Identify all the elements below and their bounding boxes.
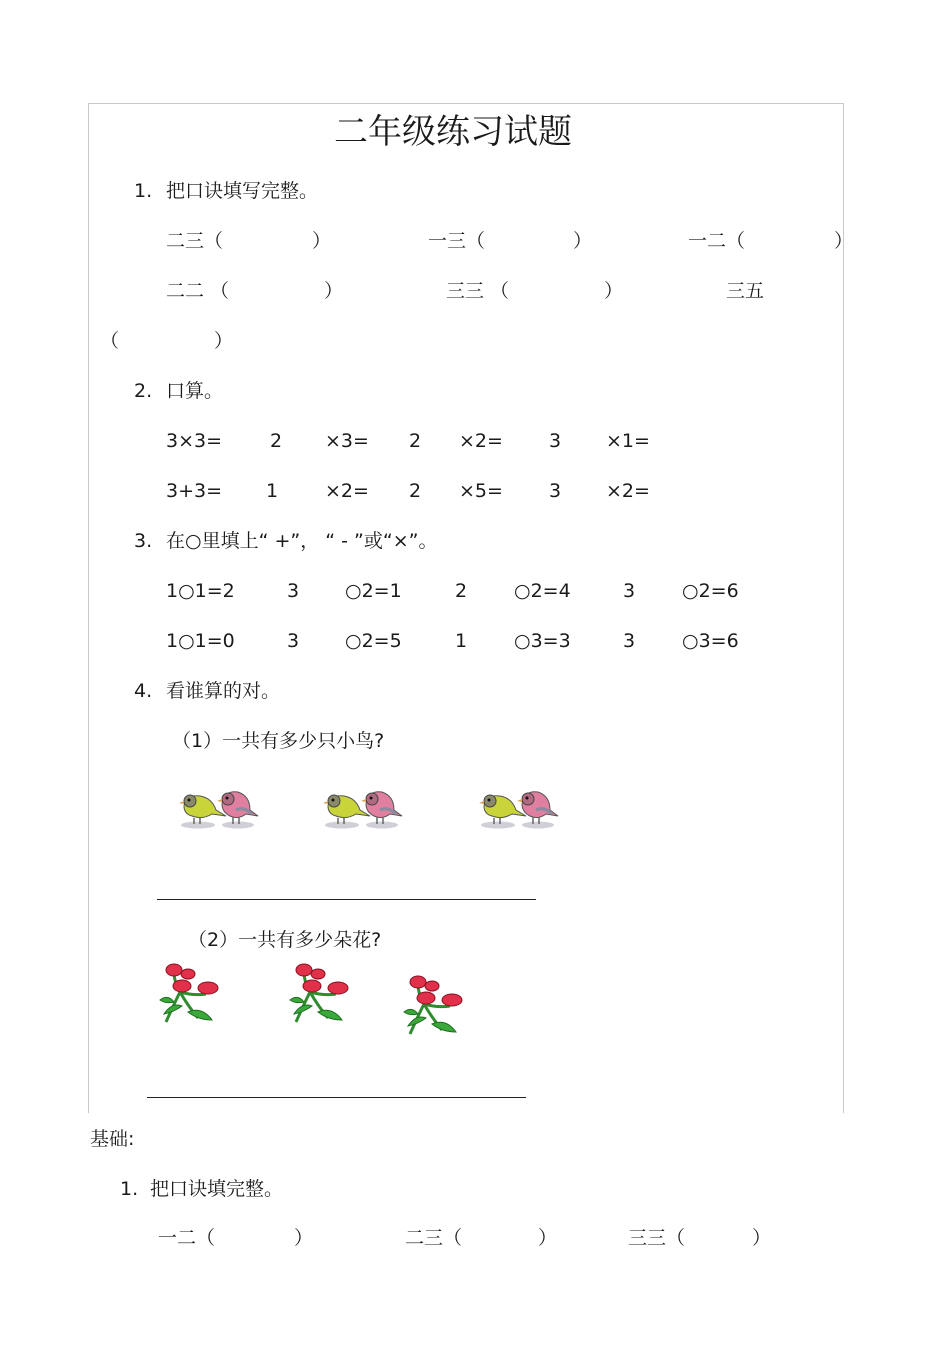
q3-r2-c1: 3 xyxy=(287,630,300,652)
q4-number: 4. xyxy=(134,680,153,702)
q2-r1-c0: 3×3= xyxy=(166,430,223,452)
q3-r1-c2: ○2=1 xyxy=(345,580,402,602)
basic-r1-c: 三三（ xyxy=(628,1227,686,1249)
q1-r2-a: 二二 （ xyxy=(166,280,230,302)
basic-r1-a: 一二（ xyxy=(158,1227,216,1249)
q3-number: 3. xyxy=(134,530,153,552)
bird-pair-icon xyxy=(478,784,560,830)
q1-r1-b: 一三（ xyxy=(428,230,486,252)
q1-r2-a-close: ） xyxy=(324,280,344,302)
q2-r2-c3: 2 xyxy=(409,480,422,502)
basic-r1-b: 二三（ xyxy=(405,1227,463,1249)
q2-r2-c2: ×2= xyxy=(325,480,369,502)
q1-r3-close: ） xyxy=(214,330,234,352)
q3-r1-c6: ○2=6 xyxy=(682,580,739,602)
q2-r2-c4: ×5= xyxy=(459,480,503,502)
q4-sub1: （1）一共有多少只小鸟? xyxy=(172,730,385,752)
bird-pair-icon xyxy=(322,784,404,830)
q2-r1-c3: 2 xyxy=(409,430,422,452)
flower-bunch-icon xyxy=(402,974,466,1036)
q1-r1-a-close: ） xyxy=(312,230,332,252)
q2-r1-c1: 2 xyxy=(270,430,283,452)
q2-r1-c2: ×3= xyxy=(325,430,369,452)
basic-r1-a-close: ） xyxy=(294,1227,314,1249)
q1-r2-b: 三三 （ xyxy=(446,280,510,302)
q1-r3-open: （ xyxy=(100,330,120,352)
q3-r1-c0: 1○1=2 xyxy=(166,580,235,602)
q2-number: 2. xyxy=(134,380,153,402)
q1-number: 1. xyxy=(134,180,153,202)
bird-pair-icon xyxy=(178,784,260,830)
basic-q1-text: 把口诀填完整。 xyxy=(150,1178,284,1200)
basic-heading: 基础: xyxy=(90,1128,135,1150)
q2-r2-c1: 1 xyxy=(266,480,279,502)
page-title: 二年级练习试题 xyxy=(334,112,572,152)
q3-r1-c1: 3 xyxy=(287,580,300,602)
q3-r1-c3: 2 xyxy=(455,580,468,602)
q1-r2-b-close: ） xyxy=(604,280,624,302)
q2-r1-c4: ×2= xyxy=(459,430,503,452)
basic-r1-c-close: ） xyxy=(752,1227,772,1249)
basic-r1-b-close: ） xyxy=(538,1227,558,1249)
q3-r2-c3: 1 xyxy=(455,630,468,652)
q3-r2-c0: 1○1=0 xyxy=(166,630,235,652)
q3-text: 在○里填上“ +”， “ - ”或“×”。 xyxy=(166,530,438,552)
q1-r2-c: 三五 xyxy=(726,280,765,302)
flower-bunch-icon xyxy=(288,962,352,1024)
q3-r1-c4: ○2=4 xyxy=(514,580,571,602)
flower-bunch-icon xyxy=(158,962,222,1024)
q2-r1-c6: ×1= xyxy=(606,430,650,452)
q1-r1-c-close: ） xyxy=(834,230,854,252)
q2-r2-c6: ×2= xyxy=(606,480,650,502)
q2-r1-c5: 3 xyxy=(549,430,562,452)
q3-r2-c6: ○3=6 xyxy=(682,630,739,652)
answer-line-flowers xyxy=(147,1097,526,1098)
q3-r1-c5: 3 xyxy=(623,580,636,602)
q3-r2-c2: ○2=5 xyxy=(345,630,402,652)
basic-q1-number: 1. xyxy=(120,1178,139,1200)
q3-r2-c5: 3 xyxy=(623,630,636,652)
q2-r2-c5: 3 xyxy=(549,480,562,502)
q1-r1-a: 二三（ xyxy=(166,230,224,252)
q4-sub2: （2）一共有多少朵花? xyxy=(188,929,382,951)
q2-r2-c0: 3+3= xyxy=(166,480,223,502)
q1-text: 把口诀填写完整。 xyxy=(166,180,319,202)
q1-r1-b-close: ） xyxy=(573,230,593,252)
q3-r2-c4: ○3=3 xyxy=(514,630,571,652)
answer-line-birds xyxy=(157,899,536,900)
q2-text: 口算。 xyxy=(166,380,224,402)
q4-text: 看谁算的对。 xyxy=(166,680,281,702)
q1-r1-c: 一二（ xyxy=(688,230,746,252)
